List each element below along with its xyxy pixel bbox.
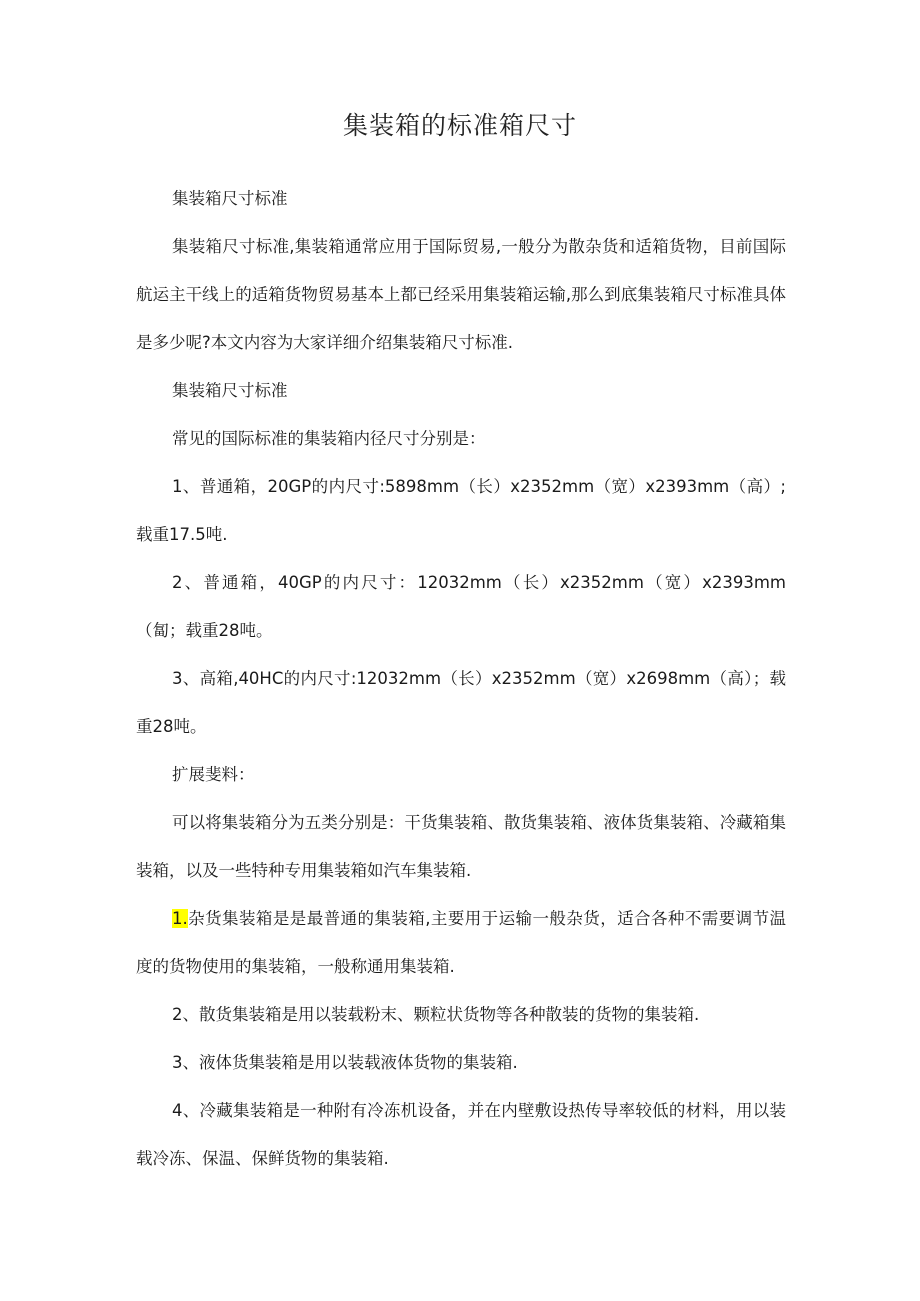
list-item: 2、散货集装箱是用以装载粉末、颗粒状货物等各种散装的货物的集装箱.	[172, 1005, 700, 1024]
document-title: 集装箱的标准箱尺寸	[342, 111, 577, 140]
highlighted-list-item	[136, 895, 786, 991]
paragraph: 常见的国际标准的集装箱内径尺寸分别是：	[172, 429, 486, 448]
highlight-marker: 1.	[172, 909, 188, 928]
intro-paragraph: 集装箱尺寸标准,集装箱通常应用于国际贸易,一般分为散杂货和适箱货物，目前国际航运主干线上的适箱货物贸易基本上都已经采用集装箱运输,那么到底集装箱尺寸标准具体是多少呢?本文内容为大家详细介绍集装箱尺寸标准.	[136, 237, 786, 352]
section-heading: 扩展斐料：	[172, 765, 255, 784]
list-item: 3、高箱,40HC的内尺寸:12032mm（长）x2352mm（宽）x2698mm（高）；载重28吨。	[136, 669, 786, 736]
section-heading: 集装箱尺寸标准	[172, 381, 288, 400]
list-item: 4、冷藏集装箱是一种附有冷冻机设备，并在内壁敷设热传导率较低的材料，用以装载冷冻、保温、保鲜货物的集装箱.	[136, 1101, 786, 1168]
list-item-text: 杂货集装箱是是最普通的集装箱,主要用于运输一般杂货，适合各种不需要调节温度的货物使用的集装箱，一般称通用集装箱.	[136, 909, 786, 976]
list-item: 3、液体货集装箱是用以装载液体货物的集装箱.	[172, 1053, 518, 1072]
section-heading: 集装箱尺寸标准	[172, 189, 288, 208]
list-item: 2、普通箱，40GP的内尺寸：12032mm（长）x2352mm（宽）x2393mm（匐；载重28吨。	[136, 573, 786, 640]
paragraph: 可以将集装箱分为五类分别是：干货集装箱、散货集装箱、液体货集装箱、冷藏箱集装箱，以及一些特种专用集装箱如汽车集装箱.	[136, 813, 786, 880]
list-item: 1、普通箱，20GP的内尺寸:5898mm（长）x2352mm（宽）x2393mm（高）;载重17.5吨.	[136, 477, 786, 544]
